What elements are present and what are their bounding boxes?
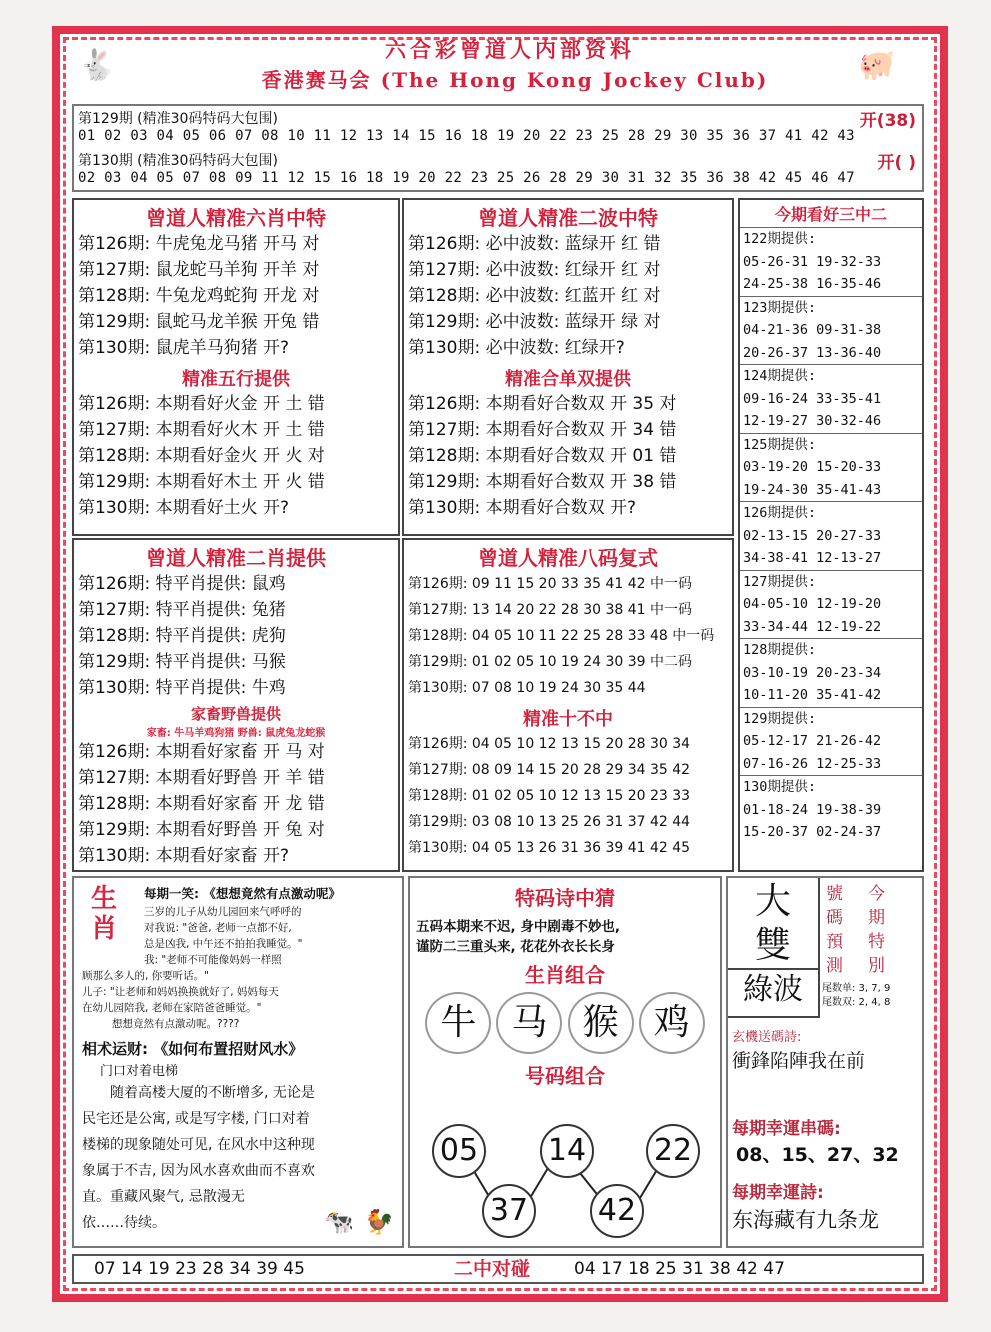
wuxing-row: 第130期: 本期看好土火 开? <box>78 498 290 518</box>
sanzhong-label: 122期提供: <box>743 231 817 247</box>
erbo-row: 第129期: 必中波数: 蓝绿开 绿 对 <box>408 312 661 332</box>
number-37: 37 <box>482 1184 536 1238</box>
bottom-left-numbers: 07 14 19 23 28 34 39 45 <box>94 1259 305 1279</box>
shibuzhong-row: 第129期: 03 08 10 13 25 26 31 37 42 44 <box>408 814 691 830</box>
sanzhong-line: 15-20-37 02-24-37 <box>743 824 882 840</box>
danshuang-row: 第128期: 本期看好合数双 开 01 错 <box>408 446 677 466</box>
zodiac-ox: 牛 <box>425 992 491 1054</box>
page-subtitle: 香港赛马会 (The Hong Kong Jockey Club) <box>261 68 769 92</box>
cow-icon: 🐄 <box>324 1208 354 1236</box>
sanzhong-label: 130期提供: <box>743 779 817 795</box>
haoma-title: 号码组合 <box>525 1064 605 1088</box>
special-numbers-box <box>72 104 924 192</box>
sanzhong-group <box>740 638 922 707</box>
erxiao-row: 第130期: 特平肖提供: 牛鸡 <box>78 678 286 698</box>
green-wave-label: 綠波 <box>728 968 818 1010</box>
number-05: 05 <box>432 1124 486 1178</box>
joke-line: 总是凶我, 中午还不拍拍我睡觉。" <box>144 938 303 950</box>
poem-panel <box>408 876 722 1248</box>
sanzhong-title: 今期看好三中二 <box>774 205 887 224</box>
danshuang-row: 第127期: 本期看好合数双 开 34 错 <box>408 420 677 440</box>
lucky-numbers: 08、15、27、32 <box>736 1144 899 1166</box>
fengshui-line: 象属于不吉, 因为风水喜欢曲而不喜欢 <box>82 1163 315 1179</box>
danshuang-row: 第130期: 本期看好合数双 开? <box>408 498 637 518</box>
shengxiao-group <box>410 992 720 1054</box>
sanzhong-line: 09-16-24 33-35-41 <box>743 390 882 407</box>
sanzhong-line: 24-25-38 16-35-46 <box>743 276 882 292</box>
vt-char: 今 <box>868 884 885 904</box>
lucky-poem: 东海藏有九条龙 <box>732 1208 879 1232</box>
sanzhong-line: 03-19-20 15-20-33 <box>743 459 882 475</box>
shibuzhong-row: 第127期: 08 09 14 15 20 28 29 34 35 42 <box>408 762 691 778</box>
vt-char: 號 <box>826 884 843 904</box>
vt-char: 特 <box>868 932 885 952</box>
wuxing-row: 第127期: 本期看好火木 开 土 错 <box>78 420 325 440</box>
fengshui-body <box>82 1080 315 1236</box>
issue-129-open: 开(38) <box>859 111 916 131</box>
poem-line: 谨防二三重头来, 花花外衣长长身 <box>416 939 615 955</box>
sanzhong-group <box>740 501 922 570</box>
vt-char: 預 <box>826 932 843 952</box>
danshuang-row: 第126期: 本期看好合数双 开 35 对 <box>408 394 677 414</box>
shibuzhong-row: 第128期: 01 02 05 10 12 13 15 20 23 33 <box>408 788 691 804</box>
jiaqin-row: 第128期: 本期看好家畜 开 龙 错 <box>78 794 325 814</box>
number-42: 42 <box>590 1184 644 1238</box>
erxiao-panel <box>72 538 400 872</box>
forecast-vertical-1 <box>826 882 843 978</box>
bama-row: 第129期: 01 02 05 10 19 24 30 39 中二码 <box>408 654 693 670</box>
sanzhong-label: 124期提供: <box>743 368 817 384</box>
sanzhong-panel <box>738 198 924 872</box>
sanzhong-group <box>740 707 922 776</box>
six-xiao-row: 第130期: 鼠虎羊马狗猪 开? <box>78 338 290 358</box>
bama-row: 第127期: 13 14 20 22 28 30 38 41 中一码 <box>408 602 693 618</box>
shengxiao-title: 生肖组合 <box>525 963 605 987</box>
bama-row: 第128期: 04 05 10 11 22 25 28 33 48 中一码 <box>408 628 715 644</box>
joke-body <box>144 904 303 968</box>
sanzhong-line: 04-05-10 12-19-20 <box>743 596 882 612</box>
sanzhong-group <box>740 775 922 844</box>
erbo-row: 第126期: 必中波数: 蓝绿开 红 错 <box>408 234 661 254</box>
sanzhong-line: 03-10-19 20-23-34 <box>743 664 882 681</box>
danshuang-row: 第129期: 本期看好合数双 开 38 错 <box>408 472 677 492</box>
joke-line: 我: "老师不可能像妈妈一样照 <box>144 954 282 966</box>
wuxing-title: 精准五行提供 <box>182 369 290 390</box>
da-shuang-box <box>728 878 820 1018</box>
sanzhong-line: 19-24-30 35-41-43 <box>743 481 882 498</box>
sanzhong-label: 125期提供: <box>743 436 817 453</box>
zodiac-horse: 马 <box>496 992 562 1054</box>
erxiao-row: 第129期: 特平肖提供: 马猴 <box>78 652 286 672</box>
weishu-box <box>822 982 890 1010</box>
issue-130-label: 第130期 (精准30码特码大包围) <box>78 153 278 169</box>
page-title: 六合彩曾道人内部资料 <box>385 37 635 62</box>
fengshui-line: 楼梯的现象随处可见, 在风水中这种现 <box>82 1137 315 1153</box>
issue-129-label: 第129期 (精准30码特码大包围) <box>78 111 278 127</box>
issue-130-numbers: 02 03 04 05 07 08 09 11 12 15 16 18 19 20 22 23 25 26 28 29 30 31 32 35 36 38 42 45 46 47 <box>78 170 855 186</box>
joke-line: 三岁的儿子从幼儿园回来气呼呼的 <box>144 906 302 918</box>
six-xiao-row: 第129期: 鼠蛇马龙羊猴 开兔 错 <box>78 312 320 332</box>
sanzhong-line: 02-13-15 20-27-33 <box>743 527 882 544</box>
poem-line: 五码本期来不迟, 身中剧毒不妙也, <box>416 919 620 935</box>
vt-char: 測 <box>826 956 843 976</box>
sanzhong-line: 12-19-27 30-32-46 <box>743 413 882 429</box>
weishu-single: 尾数单: 3, 7, 9 <box>822 983 891 994</box>
erbo-row: 第128期: 必中波数: 红蓝开 红 对 <box>408 286 661 306</box>
sanzhong-label: 126期提供: <box>743 505 817 521</box>
erxiao-title: 曾道人精准二肖提供 <box>146 546 326 570</box>
six-xiao-row: 第127期: 鼠龙蛇马羊狗 开羊 对 <box>78 260 320 280</box>
lucky-poem-title: 每期幸運詩: <box>732 1183 824 1203</box>
six-xiao-row: 第128期: 牛兔龙鸡蛇狗 开龙 对 <box>78 286 320 306</box>
wuxing-row: 第126期: 本期看好火金 开 土 错 <box>78 394 325 414</box>
sanzhong-line: 10-11-20 35-41-42 <box>743 687 882 703</box>
number-22: 22 <box>646 1124 700 1178</box>
joke-line: 想想竟然有点激动呢。???? <box>112 1018 240 1030</box>
vt-char: 碼 <box>826 908 843 928</box>
jiaqin-row: 第130期: 本期看好家畜 开? <box>78 846 290 866</box>
sanzhong-label: 128期提供: <box>743 642 817 658</box>
sanzhong-group <box>740 570 922 639</box>
joke-line: 顾那么多人的, 你要听话。" <box>82 970 210 982</box>
sanzhong-line: 01-18-24 19-38-39 <box>743 801 882 818</box>
zodiac-monkey: 猴 <box>568 992 634 1054</box>
erxiao-row: 第126期: 特平肖提供: 鼠鸡 <box>78 574 286 594</box>
six-xiao-row: 第126期: 牛虎兔龙马猪 开马 对 <box>78 234 320 254</box>
sanzhong-label: 129期提供: <box>743 710 817 727</box>
six-xiao-panel <box>72 198 400 536</box>
shibuzhong-title: 精准十不中 <box>523 709 613 730</box>
lucky-title: 每期幸運串碼: <box>732 1119 841 1139</box>
issue-129-numbers: 01 02 03 04 05 06 07 08 10 11 12 13 14 15 16 18 19 20 22 23 25 28 29 30 35 36 37 41 42 43 <box>78 128 855 144</box>
bama-title: 曾道人精准八码复式 <box>478 546 658 570</box>
fengshui-line: 直。重藏风聚气, 忌散漫无 <box>82 1189 245 1205</box>
sanzhong-line: 05-12-17 21-26-42 <box>743 733 882 749</box>
jiaqin-row: 第126期: 本期看好家畜 开 马 对 <box>78 742 325 762</box>
sanzhong-group <box>740 433 922 502</box>
sanzhong-line: 34-38-41 12-13-27 <box>743 550 882 566</box>
sanzhong-line: 05-26-31 19-32-33 <box>743 253 882 270</box>
jiaqin-row: 第127期: 本期看好野兽 开 羊 错 <box>78 768 325 788</box>
six-xiao-title: 曾道人精准六肖中特 <box>146 206 326 230</box>
erbo-title: 曾道人精准二波中特 <box>478 206 658 230</box>
sanzhong-line: 20-26-37 13-36-40 <box>743 344 882 361</box>
number-14: 14 <box>540 1124 594 1178</box>
forecast-vertical-2 <box>868 882 885 978</box>
sanzhong-line: 04-21-36 09-31-38 <box>743 322 882 338</box>
sanzhong-label: 127期提供: <box>743 573 817 590</box>
sanzhong-group <box>740 364 922 433</box>
joke-line: 在幼儿园陪我, 老师在家陪爸爸睡觉。" <box>82 1002 262 1014</box>
weishu-double: 尾数双: 2, 4, 8 <box>822 997 891 1008</box>
sanzhong-line: 07-16-26 12-25-33 <box>743 755 882 772</box>
bottom-bar <box>72 1254 924 1284</box>
poem-title: 特码诗中猜 <box>515 886 615 910</box>
erbo-row: 第127期: 必中波数: 红绿开 红 对 <box>408 260 661 280</box>
jiaqin-row: 第129期: 本期看好野兽 开 兔 对 <box>78 820 325 840</box>
zodiac-rooster: 鸡 <box>639 992 705 1054</box>
fengshui-line: 依……待续。 <box>82 1215 166 1231</box>
sanzhong-line: 33-34-44 12-19-22 <box>743 618 882 635</box>
vt-char: 別 <box>868 956 885 976</box>
shibuzhong-row: 第126期: 04 05 10 12 13 15 20 28 30 34 <box>408 736 691 752</box>
joke-line: 对我说: "爸爸, 老师一点都不好, <box>144 922 292 934</box>
rabbit-icon: 🐇 <box>78 48 116 83</box>
xuanji-poem: 衝鋒陷陣我在前 <box>732 1050 866 1072</box>
issue-130-open: 开( ) <box>877 153 916 173</box>
bama-panel <box>402 538 734 872</box>
joke-line: 儿子: "让老师和妈妈换换就好了, 妈妈每天 <box>82 986 279 998</box>
fengshui-sub: 门口对着电梯 <box>100 1064 179 1079</box>
fengshui-line: 民宅还是公寓, 或是写字楼, 门口对着 <box>82 1111 310 1127</box>
vt-char: 期 <box>868 908 885 928</box>
bottom-mid-label: 二中对碰 <box>454 1258 531 1280</box>
wuxing-row: 第128期: 本期看好金火 开 火 对 <box>78 446 325 466</box>
joke-title: 每期一笑: 《想想竟然有点激动呢》 <box>144 886 341 901</box>
sanzhong-group <box>740 227 922 296</box>
pig-icon: 🐖 <box>858 48 896 83</box>
big-label: 大 <box>754 881 791 922</box>
erxiao-row: 第128期: 特平肖提供: 虎狗 <box>78 626 286 646</box>
article-panel <box>72 876 404 1248</box>
bama-row: 第130期: 07 08 10 19 24 30 35 44 <box>408 680 646 696</box>
double-label: 雙 <box>754 925 791 966</box>
rooster-icon: 🐓 <box>364 1208 394 1236</box>
bottom-right-numbers: 04 17 18 25 31 38 42 47 <box>574 1259 785 1279</box>
fengshui-line: 随着高楼大厦的不断增多, 无论是 <box>110 1085 315 1101</box>
sanzhong-label: 123期提供: <box>743 299 817 316</box>
sanzhong-group <box>740 296 922 365</box>
erxiao-row: 第127期: 特平肖提供: 兔猪 <box>78 600 286 620</box>
bama-row: 第126期: 09 11 15 20 33 35 41 42 中一码 <box>408 576 693 592</box>
logo-stamp: 生 肖 <box>90 884 117 944</box>
paper-sheet <box>52 26 948 1302</box>
joke-body-2 <box>82 968 279 1032</box>
xuanji-title: 玄機送碼詩: <box>732 1030 802 1045</box>
danshuang-title: 精准合单双提供 <box>505 369 631 390</box>
erbo-panel <box>402 198 734 536</box>
shibuzhong-row: 第130期: 04 05 13 26 31 36 39 41 42 45 <box>408 840 691 856</box>
wuxing-row: 第129期: 本期看好木土 开 火 错 <box>78 472 325 492</box>
erbo-row: 第130期: 必中波数: 红绿开? <box>408 338 625 358</box>
jiaqin-note: 家畜: 牛马羊鸡狗猪 野兽: 鼠虎兔龙蛇猴 <box>146 728 326 739</box>
jiaqin-title: 家畜野兽提供 <box>190 705 281 723</box>
right-panel <box>726 876 924 1248</box>
fengshui-title: 相术运财: 《如何布置招财风水》 <box>82 1040 304 1058</box>
